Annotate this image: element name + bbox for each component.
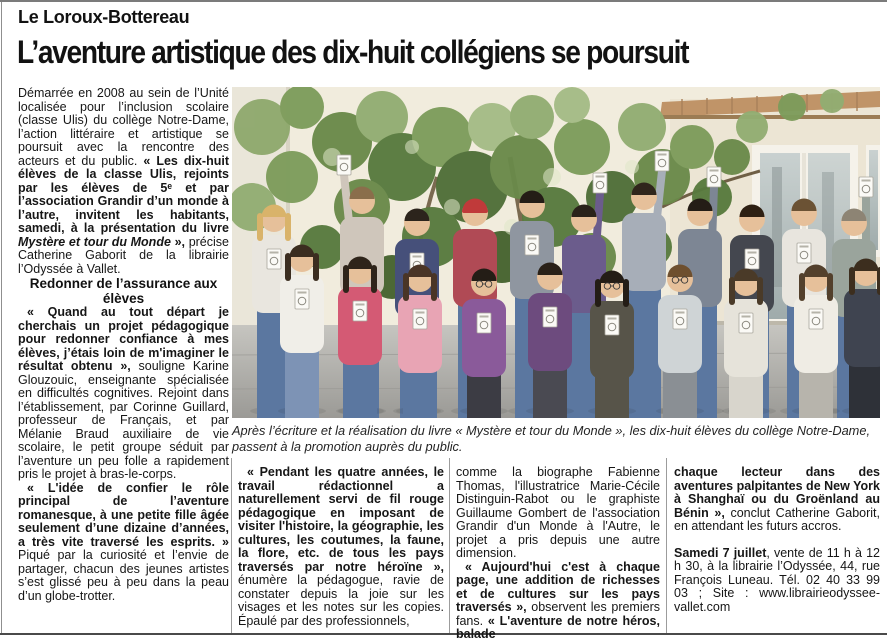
article-paragraph: « Pendant les quatre années, le travail rédactionnel a naturellement servi de fil rouge pédagogique en imposant de visiter l'histoire, la géographie, les cultures, les coutumes, la faune, la flore, etc. de tous les pays traversés par notre héroïne », énumère la pédagogue, ravie de constater depuis la joie sur les visages et les notes sur les copies. Épaulé par des professionnels, <box>238 465 444 628</box>
article-column-2 <box>238 466 444 628</box>
article-paragraph: comme la biographe Fabienne Thomas, l'illustratrice Marie-Cécile Distinguin-Rabot ou le graphiste Guillaume Gombert de l'association Grandir d'un Monde à l'Autre, le projet a pris depuis une autre dimension. <box>456 465 660 560</box>
article-paragraph: « Quand au tout départ je cherchais un projet pédagogique pour redonner confiance à mes élèves, j’étais loin de m'imaginer le résultat obtenu », souligne Karine Glouzouic, enseignante spécialisée en difficultés cognitives. Rejoint dans l’établissement, par Corinne Guillard, professeur de Français, et par Mélanie Braud auxiliaire de vie scolaire, le petit groupe séduit par l’aventure un peu folle a rapidement pris le projet à bras-le-corps. <box>18 305 229 481</box>
photo-caption: Après l’écriture et la réalisation du livre « Mystère et tour du Monde », les dix-huit élèves du collège Notre-Dame, passent à la promotion auprès du public. <box>232 423 871 454</box>
article-paragraph: chaque lecteur dans des aventures palpitantes de New York à Shanghaï ou du Groënland au Bénin », conclut Catherine Gaborit, en attendant les futurs accros. <box>674 465 880 533</box>
article-paragraph-practical-info: Samedi 7 juillet, vente de 11 h à 12 h 30, à la librairie l’Odyssée, 44, rue François Luneau. Tél. 02 40 33 99 03 ; Site : www.librairieodyssee-vallet.com <box>674 545 880 614</box>
bottom-rule <box>0 633 887 635</box>
article-paragraph: Démarrée en 2008 au sein de l’Unité localisée pour l’inclusion scolaire (classe Ulis) du collège Notre-Dame, l’action littéraire et artistique se poursuit avec la rencontre des acteurs et du public. « Les dix-huit élèves de la classe Ulis, rejoints par les élèves de 5ᵉ et par l’association Grandir d’un monde à l’autre, invitent les habitants, samedi, à la présentation du livre Mystère et tour du Monde », précise Catherine Gaborit de la librairie l’Odyssée à Vallet. <box>18 86 229 276</box>
article-headline: L’aventure artistique des dix-huit collégiens se poursuit <box>17 34 689 70</box>
article-column-3 <box>456 466 660 642</box>
article-column-1 <box>18 87 229 603</box>
top-rule <box>0 0 887 2</box>
article-column-4 <box>674 466 880 614</box>
group-photo-svg <box>232 87 880 418</box>
column-rule <box>666 458 667 633</box>
left-rule <box>1 2 2 633</box>
section-kicker: Le Loroux-Bottereau <box>18 7 190 27</box>
group-photo <box>232 87 880 418</box>
article-paragraph: « Aujourd'hui c'est à chaque page, une addition de richesses et de cultures sur les pays traversés », observent les premiers fans. « L'aventure de notre héros, balade <box>456 559 660 641</box>
column-rule <box>449 458 450 633</box>
article-subhead: Redonner de l’assurance aux élèves <box>29 276 218 306</box>
article-paragraph: « L'idée de confier le rôle principal de l’aventure romanesque, à une petite fille âgée seulement d’une dizaine d’années, a très vite traversé les esprits. » Piqué par la curiosité et l’envie de partager, chacun des jeunes artistes s’est glissé peu à peu dans la peau d’un globe-trotter. <box>18 480 229 603</box>
column-rule <box>231 458 232 633</box>
